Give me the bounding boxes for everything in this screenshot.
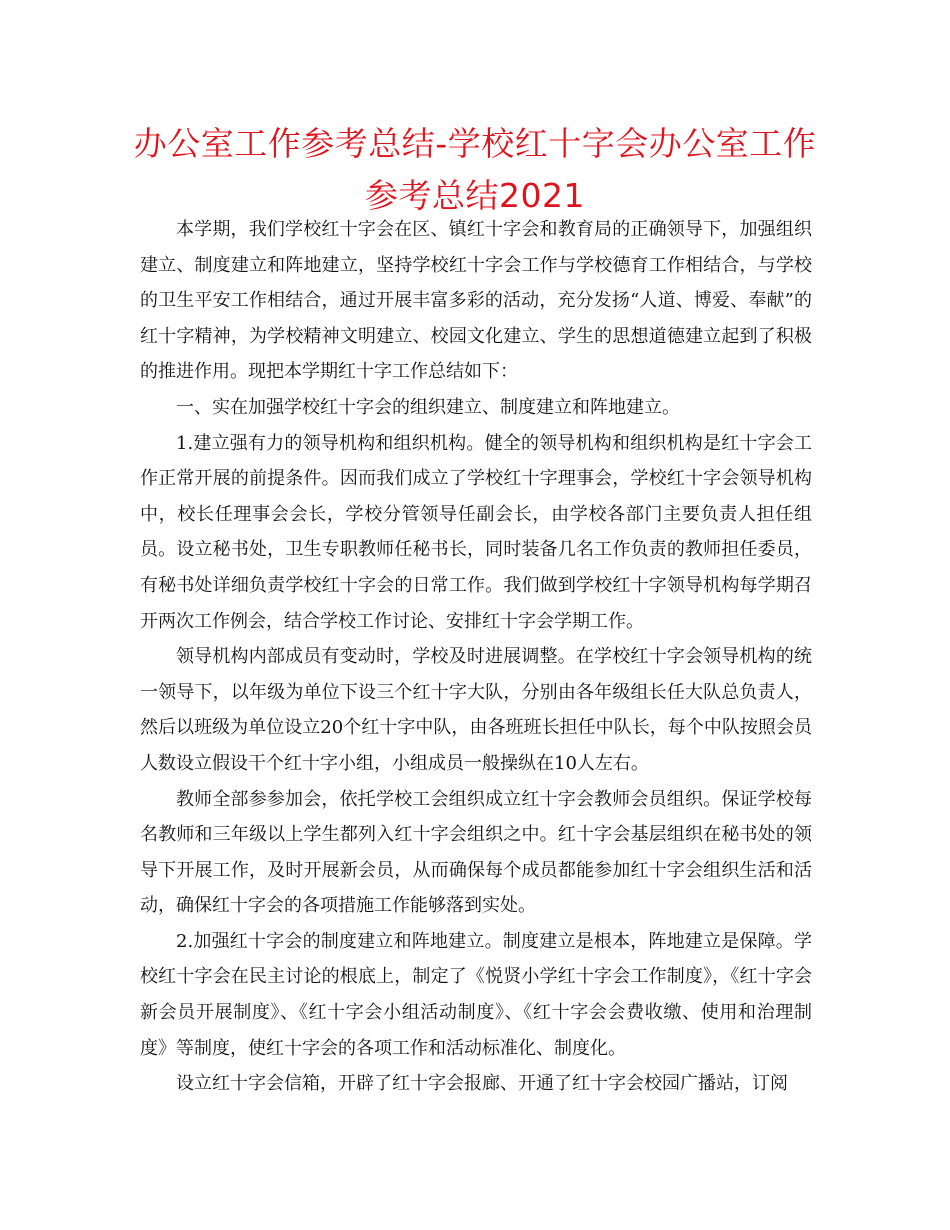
paragraph-structure: 领导机构内部成员有变动时，学校及时进展调整。在学校红十字会领导机构的统一领导下，以年级为单位下设三个红十字大队，分别由各年级组长任大队总负责人，然后以班级为单位设立20个红十字中队，由各班班长担任中队长，每个中队按照会员人数设立假设干个红十字小组，小组成员一般操纵在10人左右。 [140, 646, 812, 774]
document-title: 办公室工作参考总结-学校红十字会办公室工作参考总结2021 [133, 124, 817, 215]
document-body [140, 212, 812, 1102]
paragraph-intro: 本学期，我们学校红十字会在区、镇红十字会和教育局的正确领导下，加强组织建立、制度建立和阵地建立，坚持学校红十字会工作与学校德育工作相结合，与学校的卫生平安工作相结合，通过开展丰富多彩的活动，充分发扬“人道、博爱、奉献”的红十字精神，为学校精神文明建立、校园文化建立、学生的思想道德建立起到了积极的推进作用。现把本学期红十字工作总结如下： [140, 219, 812, 383]
paragraph-system: 2.加强红十字会的制度建立和阵地建立。制度建立是根本，阵地建立是保障。学校红十字会在民主讨论的根底上，制定了《悦贤小学红十字会工作制度》，《红十字会新会员开展制度》、《红十字会小组活动制度》、《红十字会会费收缴、使用和治理制度》等制度，使红十字会的各项工作和活动标准化、制度化。 [140, 930, 812, 1059]
paragraph-facilities: 设立红十字会信箱，开辟了红十字会报廊、开通了红十字会校园广播站，订阅 [176, 1073, 788, 1095]
paragraph-section-heading: 一、实在加强学校红十字会的组织建立、制度建立和阵地建立。 [176, 396, 680, 418]
paragraph-leadership: 1.建立强有力的领导机构和组织机构。健全的领导机构和组织机构是红十字会工作正常开展的前提条件。因而我们成立了学校红十字理事会，学校红十字会领导机构中，校长任理事会会长，学校分管领导任副会长，由学校各部门主要负责人担任组员。设立秘书处，卫生专职教师任秘书长，同时装备几名工作负责的教师担任委员，有秘书处详细负责学校红十字会的日常工作。我们做到学校红十字领导机构每学期召开两次工作例会，结合学校工作讨论、安排红十字会学期工作。 [140, 432, 812, 632]
paragraph-teachers: 教师全部参参加会，依托学校工会组织成立红十字会教师会员组织。保证学校每名教师和三年级以上学生都列入红十字会组织之中。红十字会基层组织在秘书处的领导下开展工作，及时开展新会员，从而确保每个成员都能参加红十字会组织生活和活动，确保红十字会的各项措施工作能够落到实处。 [140, 788, 812, 917]
